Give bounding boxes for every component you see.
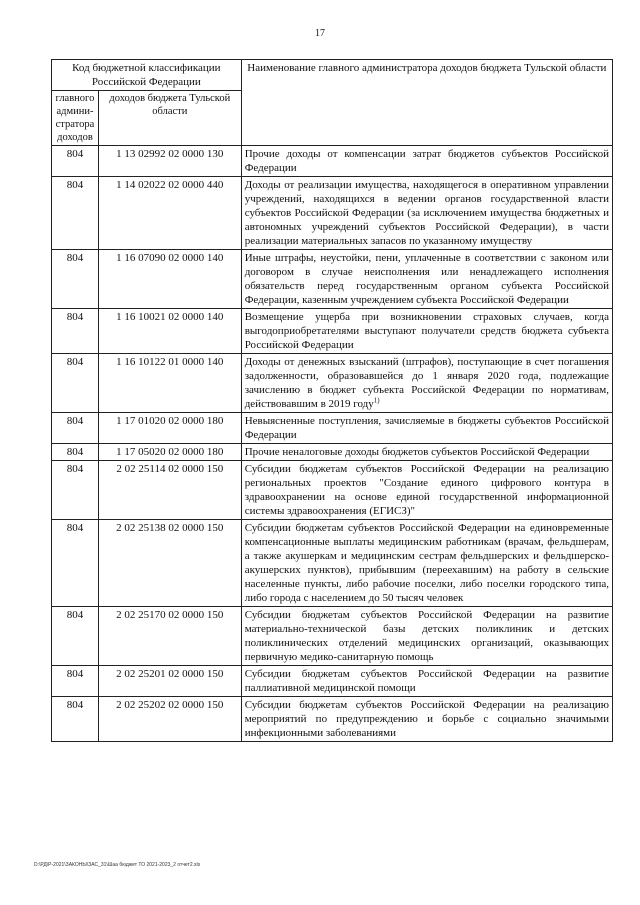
table-row bbox=[52, 520, 613, 607]
revenue-name-cell bbox=[241, 461, 612, 520]
admin-code-cell: 804 bbox=[52, 666, 99, 697]
admin-code-cell: 804 bbox=[52, 354, 99, 413]
income-column-header: доходов бюджета Тульской области bbox=[98, 91, 241, 146]
revenue-name-text: Возмещение ущерба при возникновении страховых случаев, когда выгодоприобретателями выступают получатели средств бюджета субъекта Российской Федерации bbox=[244, 311, 609, 351]
admin-code-cell: 804 bbox=[52, 146, 99, 177]
file-path-footer: D:\РД\Р-2021\ЗАКОНЫ\ЗАС_31\Шаа бюджет ТО 2021-2023_2 отчет2.xls bbox=[34, 862, 201, 868]
revenue-name-cell bbox=[241, 520, 612, 607]
revenue-name-text: Субсидии бюджетам субъектов Российской Федерации на развитие материально-технической базы детских поликлиник и детских поликлинических отделений медицинских организаций, оказывающих первичную медико-санитарную помощь bbox=[244, 609, 609, 663]
revenue-name-cell bbox=[241, 607, 612, 666]
budget-revenue-table bbox=[51, 59, 613, 742]
code-group-header: Код бюджетной классификации Российской Федерации bbox=[52, 60, 242, 91]
admin-column-header: главного админи- стратора доходов bbox=[52, 91, 99, 146]
budget-code-cell: 1 17 01020 02 0000 180 bbox=[98, 413, 241, 444]
budget-code-cell: 2 02 25202 02 0000 150 bbox=[98, 697, 241, 742]
revenue-name-text: Субсидии бюджетам субъектов Российской Федерации на реализацию мероприятий по предупреждению и борьбе с социально значимыми инфекционными заболеваниями bbox=[244, 699, 609, 739]
revenue-name-cell bbox=[241, 697, 612, 742]
revenue-name-text: Иные штрафы, неустойки, пени, уплаченные в соответствии с законом или договором в случае неисполнения или ненадлежащего исполнения обязательств перед государственным органом субъекта Российской Федерации, казенным учреждением субъекта Российской Федерации bbox=[244, 252, 609, 306]
budget-code-cell: 1 16 10122 01 0000 140 bbox=[98, 354, 241, 413]
revenue-name-text: Субсидии бюджетам субъектов Российской Федерации на реализацию региональных проектов "Создание единого цифрового контура в здравоохранении на основе единой государственной информационной системы здравоохранения (ЕГИСЗ)" bbox=[244, 463, 609, 517]
budget-code-cell: 2 02 25114 02 0000 150 bbox=[98, 461, 241, 520]
table-row bbox=[52, 146, 613, 177]
revenue-name-cell bbox=[241, 354, 612, 413]
budget-code-cell: 2 02 25170 02 0000 150 bbox=[98, 607, 241, 666]
table-row bbox=[52, 461, 613, 520]
table-row bbox=[52, 444, 613, 461]
revenue-name-cell bbox=[241, 666, 612, 697]
admin-code-cell: 804 bbox=[52, 697, 99, 742]
revenue-name-cell bbox=[241, 309, 612, 354]
revenue-name-cell bbox=[241, 250, 612, 309]
revenue-name-cell bbox=[241, 413, 612, 444]
budget-code-cell: 1 13 02992 02 0000 130 bbox=[98, 146, 241, 177]
table-row bbox=[52, 413, 613, 444]
revenue-name-text: Прочие неналоговые доходы бюджетов субъектов Российской Федерации bbox=[244, 446, 590, 458]
admin-code-cell: 804 bbox=[52, 309, 99, 354]
admin-code-cell: 804 bbox=[52, 250, 99, 309]
budget-code-cell: 1 14 02022 02 0000 440 bbox=[98, 177, 241, 250]
table-row bbox=[52, 697, 613, 742]
admin-code-cell: 804 bbox=[52, 520, 99, 607]
table-row bbox=[52, 607, 613, 666]
revenue-name-text: Субсидии бюджетам субъектов Российской Федерации на развитие паллиативной медицинской помощи bbox=[244, 668, 609, 694]
revenue-name-text: Прочие доходы от компенсации затрат бюджетов субъектов Российской Федерации bbox=[244, 148, 609, 174]
table-row bbox=[52, 250, 613, 309]
admin-code-cell: 804 bbox=[52, 607, 99, 666]
page-number: 17 bbox=[315, 28, 325, 39]
budget-code-cell: 2 02 25138 02 0000 150 bbox=[98, 520, 241, 607]
revenue-name-text: Невыясненные поступления, зачисляемые в бюджеты субъектов Российской Федерации bbox=[244, 415, 609, 441]
budget-code-cell: 1 17 05020 02 0000 180 bbox=[98, 444, 241, 461]
revenue-name-text: Субсидии бюджетам субъектов Российской Федерации на единовременные компенсационные выплаты медицинским работникам (врачам, фельдшерам, а также акушеркам и медицинским сестрам фельдшерских и фельдшерско-акушерских пунктов), прибывшим (переехавшим) на работу в сельские населенные пункты, либо рабочие поселки, либо поселки городского типа, либо города с населением до 50 тысяч человек bbox=[244, 522, 609, 604]
revenue-name-cell bbox=[241, 444, 612, 461]
table-row bbox=[52, 309, 613, 354]
table-row bbox=[52, 177, 613, 250]
revenue-name-cell bbox=[241, 146, 612, 177]
table-body bbox=[52, 146, 613, 742]
admin-code-cell: 804 bbox=[52, 461, 99, 520]
table-row bbox=[52, 354, 613, 413]
revenue-name-cell bbox=[241, 177, 612, 250]
name-column-header: Наименование главного администратора доходов бюджета Тульской области bbox=[241, 60, 612, 146]
admin-code-cell: 804 bbox=[52, 444, 99, 461]
revenue-name-text: Доходы от реализации имущества, находящегося в оперативном управлении учреждений, находящихся в ведении органов государственной власти субъектов Российской Федерации (за исключением имущества бюджетных и автономных учреждений субъектов Российской Федерации), в части реализации материальных запасов по указанному имуществу bbox=[244, 179, 609, 247]
footnote-marker: 1) bbox=[373, 396, 380, 405]
table-row bbox=[52, 666, 613, 697]
revenue-name-text: Доходы от денежных взысканий (штрафов), поступающие в счет погашения задолженности, образовавшейся до 1 января 2020 года, подлежащие зачислению в бюджет субъекта Российской Федерации по нормативам, действовавшим в 2019 году bbox=[244, 356, 609, 410]
budget-code-cell: 1 16 10021 02 0000 140 bbox=[98, 309, 241, 354]
budget-code-cell: 1 16 07090 02 0000 140 bbox=[98, 250, 241, 309]
admin-code-cell: 804 bbox=[52, 177, 99, 250]
admin-code-cell: 804 bbox=[52, 413, 99, 444]
budget-code-cell: 2 02 25201 02 0000 150 bbox=[98, 666, 241, 697]
